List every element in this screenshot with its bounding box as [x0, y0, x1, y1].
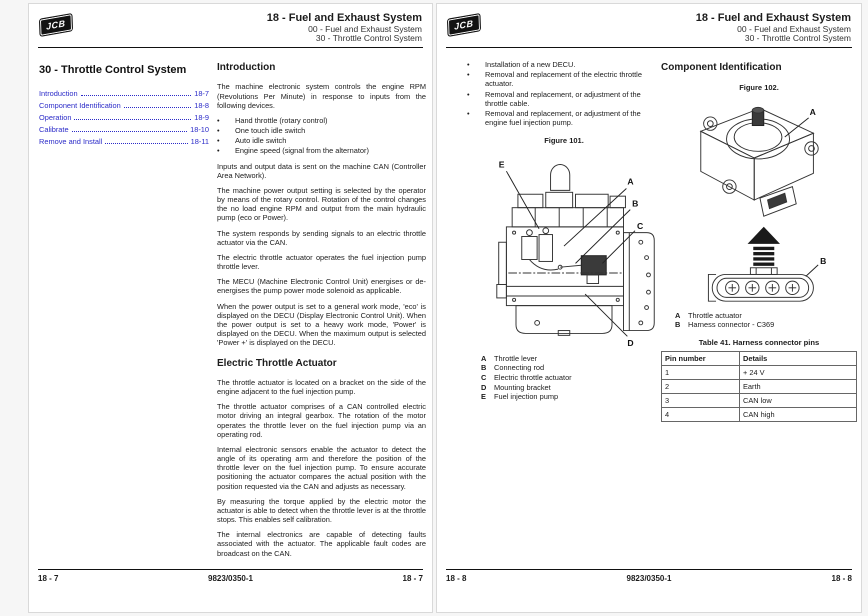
toc-item-page: 18-9	[194, 113, 209, 122]
legend-key: C	[481, 372, 487, 382]
toc-column	[39, 64, 209, 149]
engine-line-drawing	[468, 148, 660, 348]
pin-number-cell: 3	[662, 394, 740, 408]
list-item	[217, 116, 426, 125]
toc-item-introduction[interactable]	[39, 89, 209, 101]
toc-dotted-leader	[105, 143, 187, 144]
legend-item	[675, 320, 857, 330]
legend-key: A	[675, 310, 681, 320]
paragraph: When the power output is set to a general work mode, 'eco' is displayed on the DECU (Display Electronic Control Unit). When the power output is set to a heavy work mode, 'Power' is displayed on the DECU. When the maximum output is selected 'Power +' is displayed on the DECU.	[217, 301, 426, 348]
actuator-line-drawing	[668, 95, 850, 305]
legend-key: A	[481, 353, 487, 363]
toc-item-operation[interactable]	[39, 113, 209, 125]
figure101-callout-d: D	[627, 337, 634, 348]
table-row	[662, 365, 857, 379]
jcb-logo-text: JCB	[45, 18, 66, 32]
figure-102-actuator-diagram	[661, 95, 857, 307]
toc-item-page: 18-8	[194, 101, 209, 110]
legend-key: E	[481, 392, 486, 402]
footer-page-number-right: 18 - 7	[402, 574, 423, 583]
manual-page-18-8	[436, 3, 862, 613]
table-row	[662, 394, 857, 408]
list-item-text: Removal and replacement of the electric throttle actuator.	[485, 70, 642, 89]
page-header	[696, 12, 851, 44]
jcb-logo	[40, 14, 72, 36]
header-chapter-title: 18 - Fuel and Exhaust System	[266, 12, 422, 24]
figure101-callout-e: E	[498, 158, 505, 169]
figure-102-caption: Figure 102.	[739, 83, 779, 93]
header-section-line2: 30 - Throttle Control System	[315, 33, 422, 44]
footer-page-number-right: 18 - 8	[831, 574, 852, 583]
legend-text: Throttle lever	[494, 353, 538, 363]
figure-101-column	[467, 60, 661, 402]
bullet-icon: •	[467, 60, 470, 69]
harness-connector-pins-table	[661, 351, 857, 423]
legend-text: Throttle actuator	[688, 310, 742, 320]
figure-102-legend	[675, 311, 857, 330]
header-section-line2: 30 - Throttle Control System	[744, 33, 851, 44]
list-item-text: Removal and replacement, or adjustment of the engine fuel injection pump.	[485, 108, 641, 128]
paragraph: By measuring the torque applied by the electric motor the actuator is able to detect when the throttle lever is at the throttle stops. This enables self calibration.	[217, 496, 426, 525]
header-section-line1: 00 - Fuel and Exhaust System	[308, 23, 422, 34]
list-item-text: Installation of a new DECU.	[485, 60, 576, 69]
paragraph: Internal electronic sensors enable the actuator to detect the angle of its operating arm and therefore the position of the throttle lever on the fuel injection pump. To ensure accurate positioning the actuator compares the actual position with the position requested via the CAN and adjusts as necessary.	[217, 444, 426, 491]
column-header-pin-number: Pin number	[662, 351, 740, 365]
introduction-heading: Introduction	[217, 62, 276, 73]
pin-number-cell: 4	[662, 408, 740, 422]
header-section-line1: 00 - Fuel and Exhaust System	[737, 23, 851, 34]
figure101-callout-c: C	[636, 220, 644, 231]
figure102-callout-b: B	[820, 255, 827, 266]
figure101-callout-a: A	[627, 176, 634, 187]
list-item	[217, 146, 426, 155]
table-41-title: Table 41. Harness connector pins	[698, 338, 820, 348]
legend-item	[481, 354, 661, 364]
toc-item-label: Remove and Install	[39, 137, 103, 146]
paragraph: The machine electronic system controls the engine RPM (Revolutions Per Minute) in response to inputs from the following devices.	[217, 82, 426, 110]
legend-key: D	[481, 382, 487, 392]
header-rule	[446, 47, 852, 48]
bullet-icon: •	[217, 126, 220, 136]
list-item	[467, 109, 661, 127]
bullet-icon: •	[467, 70, 470, 80]
toc-item-calibrate[interactable]	[39, 125, 209, 137]
legend-text: Fuel injection pump	[494, 392, 559, 402]
paragraph: Inputs and output data is sent on the machine CAN (Controller Area Network).	[217, 161, 426, 180]
header-rule	[38, 47, 423, 48]
column-header-details: Details	[740, 351, 857, 365]
table-row	[662, 408, 857, 422]
component-identification-heading: Component Identification	[661, 62, 782, 73]
legend-key: B	[675, 320, 681, 330]
footer-doc-number: 9823/0350-1	[626, 574, 672, 583]
page-header	[267, 12, 422, 44]
table-row	[662, 379, 857, 393]
toc-item-label: Calibrate	[39, 125, 69, 134]
page-footer	[446, 574, 852, 583]
details-cell: CAN high	[740, 408, 857, 422]
figure-101-caption: Figure 101.	[544, 136, 584, 146]
paragraph: The internal electronics are capable of detecting faults associated with the actuator. The applicable fault codes are broadcast on the CAN.	[217, 530, 426, 558]
details-cell: CAN low	[740, 394, 857, 408]
manual-page-18-7	[28, 3, 433, 613]
toc-item-page: 18-7	[194, 89, 209, 98]
electric-throttle-actuator-heading: Electric Throttle Actuator	[217, 357, 337, 369]
legend-text: Electric throttle actuator	[494, 372, 572, 382]
legend-item	[481, 392, 661, 402]
toc-item-label: Operation	[39, 113, 72, 122]
list-item-text: Removal and replacement, or adjustment of the throttle cable.	[485, 89, 641, 108]
toc-item-label: Introduction	[39, 89, 78, 98]
legend-text: Connecting rod	[494, 363, 545, 373]
footer-rule	[38, 569, 423, 570]
paragraph: The system responds by sending signals to an electric throttle actuator via the CAN.	[217, 228, 426, 247]
component-identification-column	[661, 62, 857, 422]
list-item-text: One touch idle switch	[235, 126, 306, 136]
toc-heading: 30 - Throttle Control System	[39, 64, 187, 76]
toc-item-page: 18-10	[190, 125, 209, 134]
bullet-icon: •	[217, 136, 220, 146]
toc-item-page: 18-11	[190, 137, 209, 146]
toc-dotted-leader	[72, 131, 188, 132]
procedures-list	[467, 60, 661, 127]
legend-text: Mounting bracket	[494, 382, 551, 392]
legend-item	[481, 363, 661, 373]
details-cell: Earth	[740, 379, 857, 393]
footer-rule	[446, 569, 852, 570]
jcb-logo-text: JCB	[453, 18, 474, 32]
bullet-icon: •	[217, 115, 220, 125]
pin-number-cell: 2	[662, 379, 740, 393]
footer-page-number-left: 18 - 7	[38, 574, 59, 583]
list-item	[217, 136, 426, 145]
footer-page-number-left: 18 - 8	[446, 574, 467, 583]
toc-item-label: Component Identification	[39, 101, 121, 110]
toc-item-remove-and-install[interactable]	[39, 137, 209, 149]
bullet-icon: •	[217, 146, 220, 156]
paragraph: The throttle actuator is located on a bracket on the side of the engine adjacent to the fuel injection pump.	[217, 377, 426, 397]
paragraph: The electric throttle actuator operates the fuel injection pump throttle lever.	[217, 252, 426, 272]
table-header-row	[662, 351, 857, 365]
details-cell: + 24 V	[740, 365, 857, 379]
legend-item	[481, 383, 661, 393]
toc-dotted-leader	[74, 119, 191, 120]
paragraph: The MECU (Machine Electronic Control Unit) energises or de-energises the pump power mode solenoid as applicable.	[217, 277, 426, 296]
toc-dotted-leader	[124, 107, 191, 108]
paragraph: The machine power output setting is selected by the operator by means of the rotary control. Rotation of the control changes the no load engine RPM and output from the main hydraulic pump (eco or Power).	[217, 185, 426, 223]
list-item	[467, 90, 661, 108]
legend-key: B	[481, 363, 487, 373]
list-item-text: Engine speed (signal from the alternator)	[235, 146, 369, 156]
figure-101-engine-diagram	[467, 148, 661, 350]
list-item	[467, 60, 661, 69]
toc-item-component-identification[interactable]	[39, 101, 209, 113]
toc-dotted-leader	[81, 95, 192, 96]
list-item	[217, 126, 426, 135]
jcb-logo	[448, 14, 480, 36]
page-footer	[38, 574, 423, 583]
list-item-text: Auto idle switch	[235, 136, 287, 146]
list-item-text: Hand throttle (rotary control)	[235, 115, 328, 125]
figure101-callout-b: B	[632, 198, 639, 209]
legend-text: Harness connector - C369	[688, 320, 775, 330]
legend-item	[675, 311, 857, 321]
introduction-column	[217, 62, 426, 564]
figure-101-legend	[481, 354, 661, 402]
legend-item	[481, 373, 661, 383]
pin-number-cell: 1	[662, 365, 740, 379]
bullet-icon: •	[467, 108, 470, 118]
paragraph: The throttle actuator comprises of a CAN controlled electric motor driving an integral gearbox. The rotation of the motor operates the throttle lever on the fuel injection pump via an operating rod.	[217, 402, 426, 439]
input-devices-list	[217, 116, 426, 156]
bullet-icon: •	[467, 89, 470, 99]
list-item	[467, 70, 661, 88]
footer-doc-number: 9823/0350-1	[208, 574, 253, 583]
figure102-callout-a: A	[809, 106, 816, 117]
header-chapter-title: 18 - Fuel and Exhaust System	[695, 12, 851, 24]
